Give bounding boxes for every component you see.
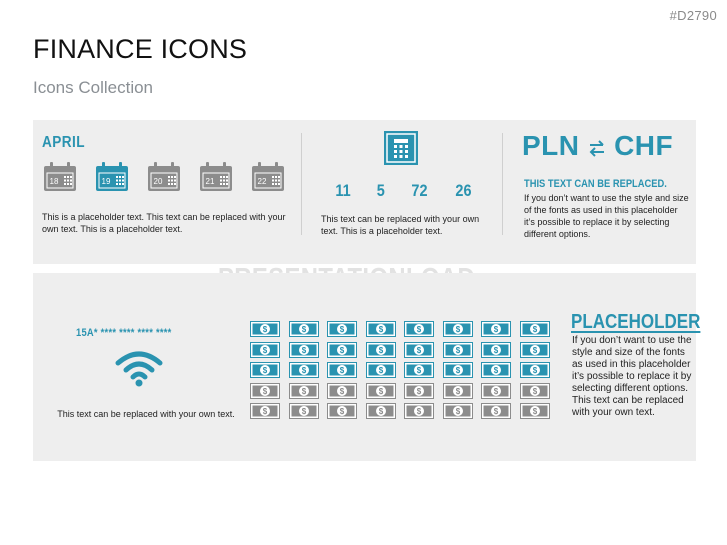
dollar-bill-icon xyxy=(327,321,357,337)
dollar-bill-icon xyxy=(520,362,550,378)
svg-text:$: $ xyxy=(455,386,460,396)
divider xyxy=(502,133,503,235)
calendar-text: This is a placeholder text. This text can be replaced with your own text. This is a placeholder text. xyxy=(42,212,286,234)
dollar-bill-icon xyxy=(404,342,434,358)
dollar-bill-icon xyxy=(443,403,473,419)
dollar-bill-icon xyxy=(443,321,473,337)
svg-text:$: $ xyxy=(532,386,537,396)
dollar-bill-icon xyxy=(250,383,280,399)
stat-number: 11 xyxy=(335,181,351,200)
svg-text:$: $ xyxy=(301,325,306,334)
stat-number: 72 xyxy=(411,181,428,200)
calendar-icon xyxy=(251,162,285,192)
svg-text:$: $ xyxy=(416,345,422,355)
svg-text:$: $ xyxy=(339,345,345,355)
dollar-bill-icon xyxy=(327,362,357,378)
svg-text:$: $ xyxy=(262,325,268,334)
calendar-day: 18 xyxy=(49,177,59,186)
dollar-bill-icon xyxy=(250,321,280,337)
currency-right: CHF xyxy=(614,130,674,161)
svg-text:$: $ xyxy=(416,407,422,416)
dollar-bill-icon xyxy=(250,403,280,419)
currency-pair xyxy=(522,130,673,162)
dollar-bill-icon xyxy=(481,342,511,358)
svg-text:$: $ xyxy=(416,325,422,334)
svg-text:$: $ xyxy=(532,325,537,334)
currency-text: If you don’t want to use the style and size of the fonts as used in this placeholder it’s possible to replace it by selecting different options. xyxy=(524,193,689,239)
divider xyxy=(301,133,302,235)
svg-text:$: $ xyxy=(262,407,268,416)
dollar-bill-icon xyxy=(520,342,550,358)
dollar-bill-icon xyxy=(289,383,319,399)
calendar-icon xyxy=(147,162,181,192)
dollar-bill-icon xyxy=(404,383,434,399)
page-title: FINANCE ICONS xyxy=(33,34,248,64)
calendar-icon xyxy=(43,162,77,192)
svg-text:$: $ xyxy=(262,345,268,355)
dollar-bill-icon xyxy=(443,342,473,358)
dollar-bill-icon xyxy=(250,362,280,378)
card-text: This text can be replaced with your own text. xyxy=(57,409,235,419)
calendar-icon xyxy=(199,162,233,192)
dollar-bill-icon xyxy=(366,342,396,358)
svg-text:$: $ xyxy=(339,325,345,334)
calendar-day: 21 xyxy=(205,177,215,186)
svg-text:$: $ xyxy=(455,325,460,334)
dollar-bill-icon xyxy=(481,403,511,419)
svg-text:$: $ xyxy=(493,386,499,396)
dollar-bill-icon xyxy=(366,383,396,399)
calendar-icon xyxy=(95,162,129,192)
svg-text:$: $ xyxy=(416,366,422,375)
dollar-bill-icon xyxy=(404,362,434,378)
dollar-bill-icon xyxy=(327,342,357,358)
dollar-bill-icon xyxy=(404,321,434,337)
replace-heading: THIS TEXT CAN BE REPLACED. xyxy=(524,178,667,190)
dollar-bill-icon xyxy=(327,403,357,419)
top-panel xyxy=(33,120,696,264)
card-number: 15A* **** **** **** **** xyxy=(76,327,172,339)
calendar-day: 19 xyxy=(101,177,111,186)
svg-text:$: $ xyxy=(301,366,306,375)
svg-text:$: $ xyxy=(455,366,460,375)
dollar-bill-icon xyxy=(520,403,550,419)
dollar-bill-icon xyxy=(366,403,396,419)
dollar-bill-icon xyxy=(481,321,511,337)
dollar-bill-icon xyxy=(289,403,319,419)
dollar-bill-icon xyxy=(289,321,319,337)
slide-code: #D2790 xyxy=(669,8,717,23)
svg-text:$: $ xyxy=(455,407,460,416)
bottom-panel xyxy=(33,273,701,461)
dollar-bill-icon xyxy=(443,383,473,399)
dollar-bill-icon xyxy=(481,383,511,399)
stat-number: 5 xyxy=(376,181,385,200)
dollar-bill-icon xyxy=(289,342,319,358)
dollar-bill-icon xyxy=(250,342,280,358)
stat-number: 26 xyxy=(455,181,472,200)
dollar-bill-icon xyxy=(366,321,396,337)
dollar-bill-icon xyxy=(481,362,511,378)
dollar-bill-icon xyxy=(520,321,550,337)
svg-text:$: $ xyxy=(416,386,422,396)
svg-text:$: $ xyxy=(339,366,345,375)
svg-text:$: $ xyxy=(493,345,499,355)
placeholder-heading: PLACEHOLDER xyxy=(571,311,701,333)
svg-text:$: $ xyxy=(493,366,499,375)
svg-text:$: $ xyxy=(378,366,383,375)
dollar-bill-icon xyxy=(327,383,357,399)
svg-text:$: $ xyxy=(378,386,383,396)
dollar-bill-icon xyxy=(366,362,396,378)
placeholder-text: If you don’t want to use the style and size of the fonts as used in this placeholder it’s possible to replace it by selecting different options. This text can be replaced with your own text. xyxy=(572,335,692,418)
svg-text:$: $ xyxy=(532,366,537,375)
dollar-bill-icon xyxy=(443,362,473,378)
svg-text:$: $ xyxy=(378,345,383,355)
svg-text:$: $ xyxy=(339,407,345,416)
month-label: APRIL xyxy=(42,134,85,151)
svg-text:$: $ xyxy=(532,345,537,355)
calculator-icon xyxy=(384,131,418,165)
currency-left: PLN xyxy=(522,130,580,161)
dollar-bill-icon xyxy=(404,403,434,419)
svg-text:$: $ xyxy=(301,407,306,416)
numbers-text: This text can be replaced with your own text. This is a placeholder text. xyxy=(321,214,480,236)
calendar-day: 22 xyxy=(257,177,267,186)
svg-text:$: $ xyxy=(455,345,460,355)
svg-text:$: $ xyxy=(262,366,268,375)
svg-text:$: $ xyxy=(378,325,383,334)
dollar-bill-icon xyxy=(520,383,550,399)
svg-text:$: $ xyxy=(339,386,345,396)
wifi-icon xyxy=(115,349,163,392)
svg-text:$: $ xyxy=(532,407,537,416)
svg-text:$: $ xyxy=(493,325,499,334)
page-subtitle: Icons Collection xyxy=(33,78,154,97)
svg-text:$: $ xyxy=(493,407,499,416)
svg-text:$: $ xyxy=(301,386,306,396)
dollar-bill-icon xyxy=(289,362,319,378)
svg-text:$: $ xyxy=(262,386,268,396)
svg-text:$: $ xyxy=(378,407,383,416)
exchange-arrows-icon xyxy=(588,136,606,160)
svg-text:$: $ xyxy=(301,345,306,355)
calendar-day: 20 xyxy=(153,177,163,186)
